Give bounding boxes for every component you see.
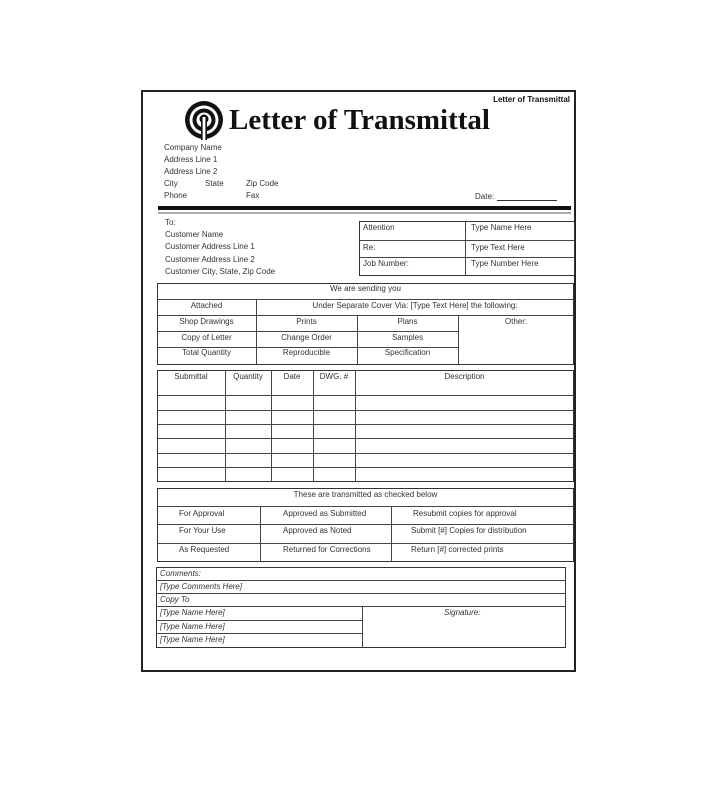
items-row-line bbox=[157, 467, 574, 468]
copy-to-name-2[interactable]: [Type Name Here] bbox=[160, 622, 225, 631]
transmitted-line bbox=[157, 524, 574, 525]
customer-city-line: Customer City, State, Zip Code bbox=[165, 267, 276, 276]
col-quantity: Quantity bbox=[233, 372, 263, 381]
specification-option[interactable]: Specification bbox=[384, 348, 431, 357]
document-title: Letter of Transmittal bbox=[229, 104, 490, 136]
approved-as-noted-option[interactable]: Approved as Noted bbox=[283, 526, 352, 535]
attention-divider bbox=[465, 221, 466, 276]
company-address-line-2: Address Line 2 bbox=[164, 167, 218, 176]
sending-line bbox=[157, 299, 574, 300]
transmitted-col-line bbox=[391, 506, 392, 562]
items-table bbox=[157, 370, 574, 482]
reproducible-option[interactable]: Reproducible bbox=[282, 348, 331, 357]
col-date: Date bbox=[283, 372, 301, 381]
items-row-line bbox=[157, 438, 574, 439]
sending-header: We are sending you bbox=[329, 284, 401, 293]
attention-value[interactable]: Type Name Here bbox=[471, 223, 532, 232]
attention-row-line bbox=[359, 257, 575, 258]
prints-option[interactable]: Prints bbox=[296, 317, 317, 326]
comments-line bbox=[156, 633, 362, 634]
attention-row-line bbox=[359, 240, 575, 241]
attention-label: Attention bbox=[363, 223, 395, 232]
shop-drawings-option[interactable]: Shop Drawings bbox=[179, 317, 234, 326]
col-submittal: Submittal bbox=[174, 372, 208, 381]
company-name: Company Name bbox=[164, 143, 222, 152]
items-col-line bbox=[225, 370, 226, 482]
signature-label: Signature: bbox=[444, 608, 481, 617]
attached-option[interactable]: Attached bbox=[190, 301, 223, 310]
approved-as-submitted-option[interactable]: Approved as Submitted bbox=[283, 509, 367, 518]
items-row-line bbox=[157, 424, 574, 425]
items-col-line bbox=[355, 370, 356, 482]
return-corrected-prints-option[interactable]: Return [#] corrected prints bbox=[411, 545, 504, 554]
submit-copies-option[interactable]: Submit [#] Copies for distribution bbox=[411, 526, 527, 535]
company-logo-icon bbox=[184, 100, 224, 140]
transmitted-line bbox=[157, 543, 574, 544]
items-row-line bbox=[157, 410, 574, 411]
samples-option[interactable]: Samples bbox=[391, 333, 424, 342]
header-divider-shadow bbox=[158, 212, 571, 214]
copy-to-label: Copy To bbox=[160, 595, 190, 604]
job-number-label: Job Number: bbox=[363, 259, 409, 268]
customer-address-line-1: Customer Address Line 1 bbox=[165, 242, 255, 251]
comments-label: Comments: bbox=[160, 569, 201, 578]
company-city: City bbox=[164, 179, 178, 188]
comments-line bbox=[156, 593, 566, 594]
company-state: State bbox=[205, 179, 224, 188]
comments-line bbox=[156, 580, 566, 581]
comments-line bbox=[156, 606, 566, 607]
separate-cover-option[interactable]: Under Separate Cover Via: [Type Text Here] the following: bbox=[312, 301, 518, 310]
items-row-line bbox=[157, 453, 574, 454]
transmitted-col-line bbox=[260, 506, 261, 562]
date-field[interactable] bbox=[497, 200, 557, 201]
total-quantity-option[interactable]: Total Quantity bbox=[182, 348, 231, 357]
comments-field[interactable]: [Type Comments Here] bbox=[160, 582, 243, 591]
change-order-option[interactable]: Change Order bbox=[281, 333, 332, 342]
copy-of-letter-option[interactable]: Copy of Letter bbox=[181, 333, 232, 342]
company-zip: Zip Code bbox=[246, 179, 279, 188]
company-address-line-1: Address Line 1 bbox=[164, 155, 218, 164]
plans-option[interactable]: Plans bbox=[397, 317, 418, 326]
for-approval-option[interactable]: For Approval bbox=[179, 509, 225, 518]
company-phone: Phone bbox=[164, 191, 188, 200]
job-number-value[interactable]: Type Number Here bbox=[471, 259, 539, 268]
signature-field[interactable] bbox=[363, 620, 565, 647]
items-row-line bbox=[157, 395, 574, 396]
re-value[interactable]: Type Text Here bbox=[471, 243, 525, 252]
company-fax: Fax bbox=[246, 191, 260, 200]
re-label: Re: bbox=[363, 243, 376, 252]
to-label: To: bbox=[165, 218, 176, 227]
transmitted-line bbox=[157, 506, 574, 507]
sending-line bbox=[157, 315, 574, 316]
copy-to-name-3[interactable]: [Type Name Here] bbox=[160, 635, 225, 644]
customer-name: Customer Name bbox=[165, 230, 224, 239]
col-description: Description bbox=[444, 372, 485, 381]
transmittal-page bbox=[141, 90, 576, 672]
items-col-line bbox=[313, 370, 314, 482]
col-dwg: DWG. # bbox=[319, 372, 349, 381]
other-option[interactable]: Other: bbox=[504, 317, 528, 326]
header-divider bbox=[158, 206, 571, 210]
copy-to-name-1[interactable]: [Type Name Here] bbox=[160, 608, 225, 617]
items-col-line bbox=[271, 370, 272, 482]
corner-title: Letter of Transmittal bbox=[493, 95, 570, 104]
date-label: Date: bbox=[475, 192, 495, 201]
for-your-use-option[interactable]: For Your Use bbox=[179, 526, 226, 535]
sending-line bbox=[157, 331, 458, 332]
customer-address-line-2: Customer Address Line 2 bbox=[165, 255, 255, 264]
transmitted-header: These are transmitted as checked below bbox=[293, 490, 438, 499]
resubmit-copies-option[interactable]: Resubmit copies for approval bbox=[413, 509, 517, 518]
returned-for-corrections-option[interactable]: Returned for Corrections bbox=[283, 545, 371, 554]
comments-line bbox=[156, 620, 362, 621]
as-requested-option[interactable]: As Requested bbox=[179, 545, 230, 554]
